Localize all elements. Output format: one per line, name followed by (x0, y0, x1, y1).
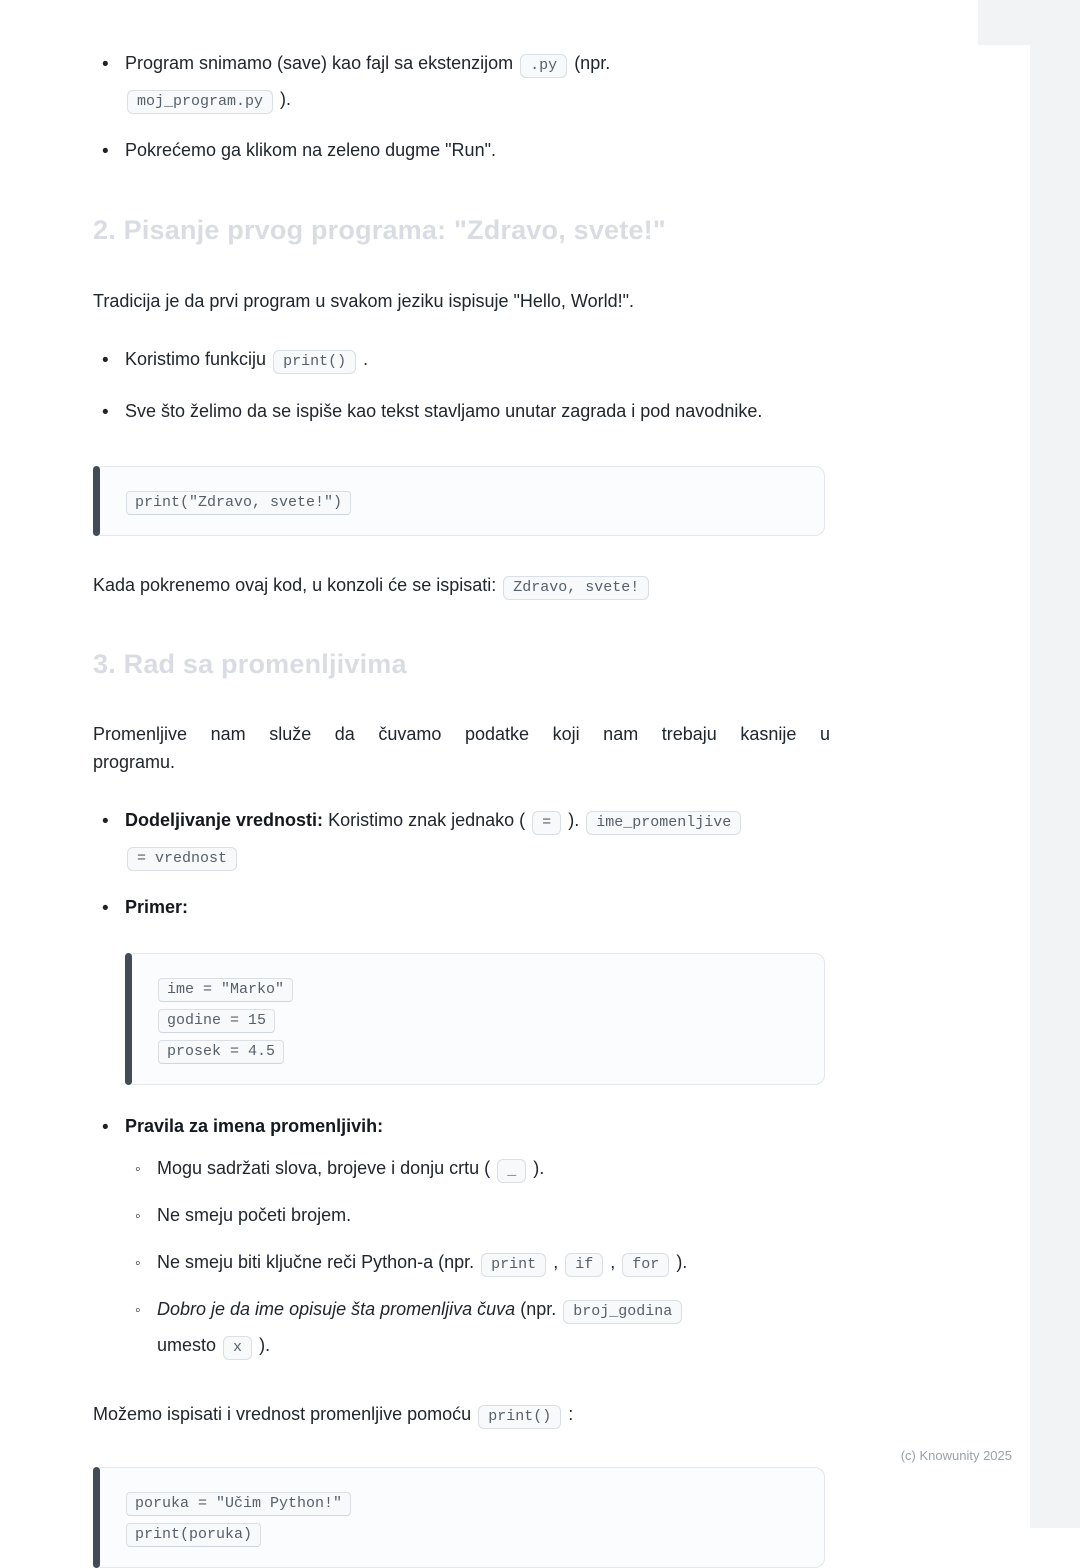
text: Mogu sadržati slova, brojeve i donju crtu ( (157, 1158, 491, 1179)
list-item (135, 1155, 830, 1183)
inline-code: = vrednost (127, 847, 237, 871)
bullet-icon (93, 50, 125, 79)
code-line-text: print("Zdravo, svete!") (126, 491, 351, 515)
inline-code: _ (497, 1159, 526, 1183)
text: Program snimamo (save) kao fajl sa ekstenzijom (125, 53, 514, 73)
code-line (158, 1036, 804, 1064)
text: (npr. (520, 1298, 557, 1319)
code-line-text: prosek = 4.5 (158, 1040, 284, 1064)
text: ). (676, 1251, 688, 1272)
code-line (126, 1488, 804, 1516)
inline-code: .py (520, 54, 567, 78)
code-line-text: print(poruka) (126, 1523, 261, 1547)
paragraph-justified (93, 721, 830, 777)
sub-bullet-list (135, 1155, 830, 1359)
list-item (93, 1113, 830, 1378)
text: , (553, 1251, 559, 1272)
code-line-text: ime = "Marko" (158, 978, 293, 1002)
list-item-body (125, 807, 830, 871)
list-item-body (125, 50, 830, 114)
text: Koristimo funkciju (125, 348, 267, 369)
paragraph (93, 1401, 830, 1429)
text: : (568, 1404, 574, 1425)
italic-text: Dobro je da ime opisuje šta promenljiva čuva (157, 1298, 516, 1319)
text: . (363, 348, 369, 369)
code-block (125, 953, 825, 1085)
text: Promenljive nam služe da čuvamo podatke koji nam trebaju kasnije u (93, 724, 830, 745)
list-item (93, 398, 830, 427)
text: (npr. (574, 53, 611, 73)
text: ). (568, 810, 580, 831)
list-item (93, 137, 830, 166)
section-heading: 2. Pisanje prvog programa: "Zdravo, svete!" (93, 215, 666, 246)
list-item-body (157, 1155, 830, 1183)
inline-code: moj_program.py (127, 90, 273, 114)
circle-bullet-icon (135, 1296, 157, 1324)
bold-text: Primer: (125, 897, 189, 918)
list-item (135, 1249, 830, 1277)
code-accent-bar (93, 1467, 100, 1568)
circle-bullet-icon (135, 1202, 157, 1230)
paragraph (93, 288, 830, 316)
list-item (93, 807, 830, 871)
code-line (158, 974, 804, 1002)
section-heading: 3. Rad sa promenljivima (93, 648, 407, 679)
code-line-text: poruka = "Učim Python!" (126, 1492, 351, 1516)
list-item-body (125, 346, 830, 374)
scrollbar-track[interactable] (978, 45, 1030, 1528)
code-line (126, 1519, 804, 1547)
text: Pokrećemo ga klikom na zeleno dugme "Run". (125, 139, 496, 160)
code-block (93, 1467, 825, 1568)
text: Sve što želimo da se ispiše kao tekst stavljamo unutar zagrada i pod navodnike. (125, 401, 763, 422)
list-item-body (157, 1296, 830, 1360)
copyright-footer: (c) Knowunity 2025 (900, 1447, 1012, 1463)
wrapped-line (125, 86, 830, 114)
bullet-icon (93, 398, 125, 427)
list-item-body (125, 1113, 830, 1378)
bullet-icon (93, 346, 125, 375)
list-item-body (125, 137, 830, 165)
list-item-body (157, 1202, 830, 1230)
bullet-icon (93, 894, 125, 923)
text: Ne smeju početi brojem. (157, 1204, 352, 1225)
text: Kada pokrenemo ovaj kod, u konzoli će se ispisati: (93, 574, 497, 595)
inline-code: if (565, 1253, 603, 1277)
inline-code: = (532, 811, 561, 835)
inline-code: for (622, 1253, 669, 1277)
bullet-icon (93, 1113, 125, 1142)
bullet-icon (93, 137, 125, 166)
inline-code: print() (478, 1405, 561, 1429)
text: ). (280, 88, 292, 109)
right-gutter (978, 0, 1080, 1528)
inline-code: Zdravo, svete! (503, 576, 649, 600)
list-item (135, 1296, 830, 1360)
bullet-icon (93, 807, 125, 836)
text: Ne smeju biti ključne reči Python-a (npr. (157, 1251, 475, 1272)
wrapped-line (125, 843, 830, 871)
list-item-body (125, 398, 830, 426)
code-accent-bar (125, 953, 132, 1085)
bullet-list (93, 807, 830, 923)
code-accent-bar (93, 466, 100, 536)
list-item-body (157, 1249, 830, 1277)
list-item (93, 894, 830, 923)
code-line (126, 487, 804, 515)
text: umesto (157, 1334, 217, 1355)
bold-text: Dodeljivanje vrednosti: (125, 810, 324, 831)
text: programu. (93, 752, 176, 773)
code-line (158, 1005, 804, 1033)
top-bullet-list (93, 50, 830, 166)
circle-bullet-icon (135, 1249, 157, 1277)
inline-code: x (223, 1336, 252, 1360)
inline-code: print (481, 1253, 546, 1277)
list-item-body (125, 894, 830, 922)
wrapped-line (157, 1332, 830, 1360)
text: ). (533, 1158, 545, 1179)
inline-code: broj_godina (563, 1300, 682, 1324)
text: Možemo ispisati i vrednost promenljive pomoću (93, 1404, 472, 1425)
bullet-list (93, 346, 830, 428)
code-block (93, 466, 825, 536)
text: Koristimo znak jednako ( (328, 810, 526, 831)
code-line-text: godine = 15 (158, 1009, 275, 1033)
bold-text: Pravila za imena promenljivih: (125, 1116, 384, 1137)
list-item (135, 1202, 830, 1230)
list-item (93, 346, 830, 375)
document-content (93, 50, 830, 1568)
text: Tradicija je da prvi program u svakom jeziku ispisuje "Hello, World!". (93, 291, 634, 312)
text: ). (259, 1334, 271, 1355)
text: , (610, 1251, 616, 1272)
circle-bullet-icon (135, 1155, 157, 1183)
bullet-list (93, 1113, 830, 1378)
inline-code: print() (273, 350, 356, 374)
paragraph (93, 572, 830, 600)
inline-code: ime_promenljive (586, 811, 741, 835)
list-item (93, 50, 830, 114)
